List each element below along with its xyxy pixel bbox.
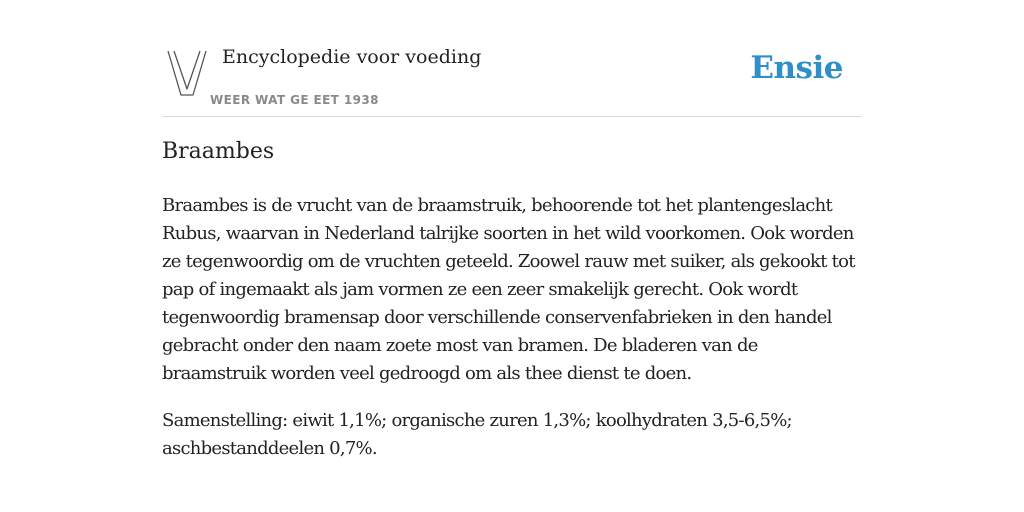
v-logo-icon[interactable] [166, 49, 208, 97]
site-title[interactable]: Encyclopedie voor voeding [222, 46, 482, 68]
site-subtitle: WEER WAT GE EET 1938 [210, 93, 379, 107]
entry-paragraph: Braambes is de vrucht van de braamstruik, behoorende tot het plantengeslacht Rubus, waarvan in Nederland talrijke soorten in het wild voorkomen. Ook worden ze tegenwoordig om de vruchten geteeld. Zoowel rauw met suiker, als gekookt tot pap of ingemaakt als jam vormen ze een zeer smakelijk gerecht. Ook wordt tegenwoordig bramensap door verschillende conservenfabrieken in den handel gebracht onder den naam zoete most van bramen. De bladeren van de braamstruik worden veel gedroogd om als thee dienst te doen. [162, 195, 855, 384]
site-header [162, 40, 862, 117]
entry-composition: Samenstelling: eiwit 1,1%; organische zuren 1,3%; koolhydraten 3,5-6,5%; aschbestanddeelen 0,7%. [162, 410, 792, 459]
entry-title: Braambes [162, 139, 275, 164]
entry-body [162, 192, 862, 482]
brand-logo[interactable]: Ensie [750, 50, 843, 86]
